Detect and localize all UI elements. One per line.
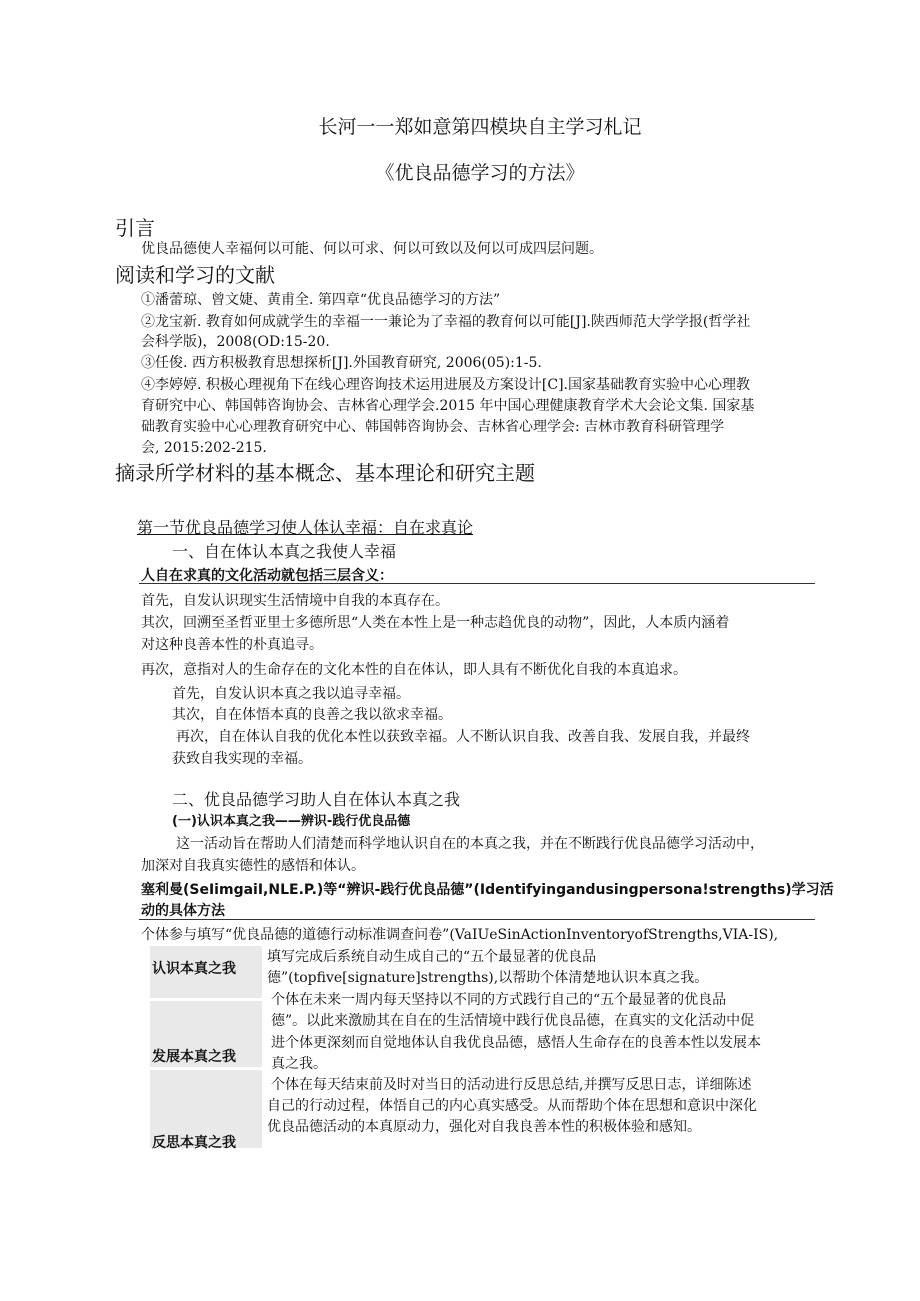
intro-text: 优良品德使人幸福何以可能、何以可求、何以可致以及何以可成四层问题。: [141, 241, 603, 257]
body-line: 再次，自在体认自我的优化本性以获致幸福。人不断认识自我、改善自我、发展自我，并最终: [176, 729, 750, 745]
reference-item: ①潘蕾琼、曾文婕、黄甫全. 第四章“优良品德学习的方法”: [141, 292, 501, 308]
row-text: 真之我。: [271, 1056, 327, 1072]
body-line: 其次，回溯至圣哲亚里士多德所思“人类在本性上是一种志趋优良的动物”，因此，人本质内涵着: [141, 615, 730, 631]
row-text: 德”。以此来激励其在自在的生活情境中践行优良品德，在真实的文化活动中促: [271, 1013, 755, 1029]
reference-item: 会科学版)，2008(OD:15-20.: [141, 334, 330, 350]
body-line: 首先，自发认识现实生活情境中自我的本真存在。: [141, 593, 449, 609]
method-title: 动的具体方法: [141, 903, 225, 919]
reference-item: ②龙宝新. 教育如何成就学生的幸福一一兼论为了幸福的教育何以可能[J].陕西师范大学学报(哲学社: [141, 314, 751, 330]
divider: [139, 919, 815, 920]
method-title: 塞利曼(SeIimgaiI,NLE.P.)等“辨识-践行优良品德”(Identifyingandusingpersona!strengths)学习活: [141, 882, 834, 898]
body-line: 其次，自在体悟本真的良善之我以欲求幸福。: [172, 707, 452, 723]
reference-item: 育研究中心、韩国韩咨询协会、吉林省心理学会.2015 年中国心理健康教育学术大会论文集. 国家基: [141, 398, 755, 414]
body-line: 对这种良善本性的朴真追寻。: [141, 637, 323, 653]
section1-sub1: 一、自在体认本真之我使人幸福: [172, 542, 397, 561]
row-text: 优良品德活动的本真原动力，强化对自我良善本性的积极体验和感知。: [267, 1119, 701, 1135]
page-subtitle: 《优良品德学习的方法》: [375, 162, 585, 184]
row-text: 个体在每天结束前及时对当日的活动进行反思总结,并撰写反思日志，详细陈述: [271, 1077, 752, 1093]
row-text: 自己的行动过程，体悟自己的内心真实感受。从而帮助个体在思想和意识中深化: [267, 1098, 757, 1114]
row-text: 德”(topfive[signature]strengths),以帮助个体清楚地认识本真之我。: [267, 970, 709, 986]
excerpt-heading: 摘录所学材料的基本概念、基本理论和研究主题: [115, 461, 535, 485]
reference-item: ④李婷婷. 积极心理视角下在线心理咨询技术运用进展及方案设计[C].国家基础教育实验中心心理教: [141, 377, 750, 393]
intro-heading: 引言: [115, 216, 155, 240]
reading-heading: 阅读和学习的文献: [115, 263, 275, 287]
body-line: 首先，自发认识本真之我以追寻幸福。: [172, 686, 410, 702]
section1-sub2: 二、优良品德学习助人自在体认本真之我: [172, 790, 461, 809]
page-title: 长河一一郑如意第四模块自主学习札记: [318, 116, 642, 138]
para-line: 这一活动旨在帮助人们清楚而科学地认识自在的本真之我，并在不断践行优良品德学习活动中，: [176, 836, 764, 852]
method-intro: 个体参与填写“优良品德的道德行动标准调查问卷”(VaIUeSinActionInventoryofStrengths,VIA-IS),: [141, 927, 779, 943]
row-text: 个体在未来一周内每天坚持以不同的方式践行自己的“五个最显著的优良品: [271, 992, 727, 1008]
row-label-reflect: 反思本真之我: [152, 1135, 236, 1151]
body-line: 再次，意指对人的生命存在的文化本性的自在体认，即人具有不断优化自我的本真追求。: [141, 662, 687, 678]
para-line: 加深对自我真实德性的感悟和体认。: [141, 858, 365, 874]
divider: [139, 583, 815, 584]
section1-sub2a: (一)认识本真之我——辨识-践行优良品德: [172, 814, 411, 829]
section1-bold-line: 人自在求真的文化活动就包括三层含义：: [141, 568, 393, 584]
section1-heading: 第一节优良品德学习使人体认幸福：自在求真论: [137, 518, 474, 537]
reference-item: ③任俊. 西方积极教育思想探析[J].外国教育研究, 2006(05):1-5.: [141, 355, 542, 371]
row-label-develop: 发展本真之我: [152, 1049, 236, 1065]
row-text: 填写完成后系统自动生成自己的“五个最显著的优良品: [267, 949, 597, 965]
reference-item: 会, 2015:202-215.: [141, 440, 267, 456]
row-label-recognize: 认识本真之我: [152, 961, 236, 977]
body-line: 获致自我实现的幸福。: [172, 751, 312, 767]
reference-item: 础教育实验中心心理教育研究中心、韩国韩咨询协会、吉林省心理学会: 吉林市教育科研管理学: [141, 419, 725, 435]
row-text: 进个体更深刻而自觉地体认自我优良品德，感悟人生命存在的良善本性以发展本: [271, 1035, 761, 1051]
